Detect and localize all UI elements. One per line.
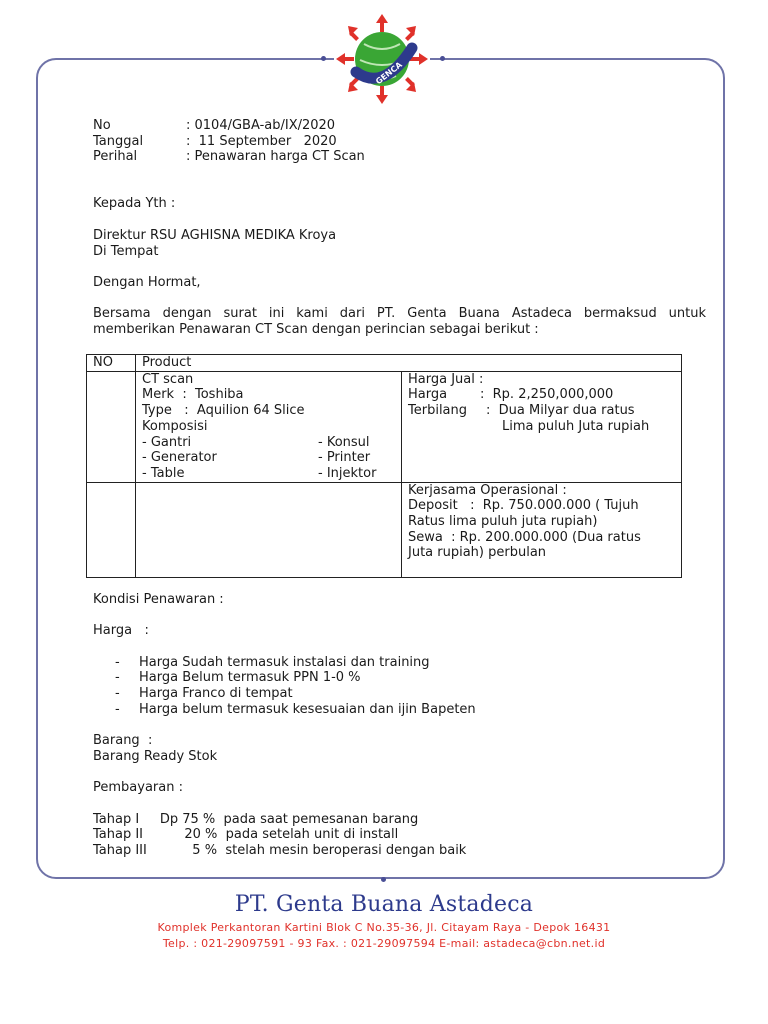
pembayaran-title: Pembayaran : xyxy=(93,780,183,796)
border-dot-left xyxy=(321,56,326,61)
harga-title: Harga : xyxy=(93,623,149,639)
product-type: Type : Aquilion 64 Slice xyxy=(142,403,305,419)
component-printer: - Printer xyxy=(318,450,371,466)
recipient-line-2: Di Tempat xyxy=(93,243,159,259)
component-row xyxy=(142,435,395,451)
tanggal-label: Tanggal xyxy=(93,133,144,149)
header-product: Product xyxy=(136,355,682,372)
tanggal-value: : 11 September 2020 xyxy=(186,133,337,149)
harga-jual-cell xyxy=(402,371,682,482)
footer-contact: Telp. : 021-29097591 - 93 Fax. : 021-29097594 E-mail: astadeca@cbn.net.id xyxy=(162,937,606,950)
table-row xyxy=(87,371,682,482)
offer-table xyxy=(86,354,682,578)
sewa-line-1: Sewa : Rp. 200.000.000 (Dua ratus xyxy=(408,529,641,545)
komposisi-label: Komposisi xyxy=(142,418,208,434)
terbilang-label: Terbilang xyxy=(408,403,468,419)
kso-cell xyxy=(402,482,682,577)
border-dot-right xyxy=(440,56,445,61)
list-item: - Harga Belum termasuk PPN 1-0 % xyxy=(93,670,706,686)
terbilang-value: : Dua Milyar dua ratus xyxy=(486,403,635,419)
letter-date-row xyxy=(93,134,706,150)
terbilang-row xyxy=(408,403,675,419)
sewa-line-2: Juta rupiah) perbulan xyxy=(408,545,547,561)
harga-jual-title: Harga Jual : xyxy=(408,371,484,387)
component-konsul: - Konsul xyxy=(318,434,370,450)
barang-title: Barang : xyxy=(93,733,153,749)
no-label: No xyxy=(93,118,111,133)
component-table: - Table xyxy=(142,465,185,481)
deposit-line-2: Ratus lima puluh juta rupiah) xyxy=(408,513,598,529)
list-item: - Harga Sudah termasuk instalasi dan training xyxy=(93,655,706,671)
harga-row xyxy=(408,387,675,403)
letter-number-row xyxy=(93,118,706,134)
table-row xyxy=(87,482,682,577)
kepada-line: Kepada Yth : xyxy=(93,196,176,212)
product-merk: Merk : Toshiba xyxy=(142,387,244,403)
company-logo xyxy=(334,14,430,104)
table-header-row xyxy=(87,355,682,372)
intro-line-1: Bersama dengan surat ini kami dari PT. Genta Buana Astadeca bermaksud untuk xyxy=(93,306,706,322)
salutation: Dengan Hormat, xyxy=(93,274,201,290)
list-item: - Harga Franco di tempat xyxy=(93,686,706,702)
intro-line-2: memberikan Penawaran CT Scan dengan perincian sebagai berikut : xyxy=(93,321,539,337)
payment-stage: Tahap II 20 % pada setelah unit di install xyxy=(93,827,399,843)
product-details xyxy=(136,371,402,482)
intro-paragraph xyxy=(93,306,706,337)
recipient-line-1: Direktur RSU AGHISNA MEDIKA Kroya xyxy=(93,227,337,243)
footer-address: Komplek Perkantoran Kartini Blok C No.35-36, Jl. Citayam Raya - Depok 16431 xyxy=(157,921,611,934)
terbilang-row-2 xyxy=(408,419,675,435)
perihal-label: Perihal xyxy=(93,149,138,165)
conditions-title: Kondisi Penawaran : xyxy=(93,592,224,607)
no-value: : 0104/GBA-ab/IX/2020 xyxy=(186,118,336,133)
conditions-section xyxy=(93,592,706,859)
footer-company-name: PT. Genta Buana Astadeca xyxy=(234,892,534,917)
component-gantri: - Gantri xyxy=(142,434,192,450)
component-row xyxy=(142,466,395,482)
payment-stage: Tahap I Dp 75 % pada saat pemesanan barang xyxy=(93,811,419,827)
letter-body xyxy=(93,118,706,338)
letter-subject-row xyxy=(93,149,706,165)
header-no: NO xyxy=(87,355,136,372)
component-row xyxy=(142,450,395,466)
list-item: - Harga belum termasuk kesesuaian dan ijin Bapeten xyxy=(93,702,706,718)
harga-value: : Rp. 2,250,000,000 xyxy=(480,387,614,403)
component-injektor: - Injektor xyxy=(318,465,377,481)
harga-label: Harga xyxy=(408,387,448,403)
terbilang-value-2: Lima puluh Juta rupiah xyxy=(502,418,650,434)
payment-stage: Tahap III 5 % stelah mesin beroperasi dengan baik xyxy=(93,843,467,858)
perihal-value: : Penawaran harga CT Scan xyxy=(186,149,365,165)
kso-title: Kerjasama Operasional : xyxy=(408,482,567,498)
component-generator: - Generator xyxy=(142,450,217,466)
logo-text: GENCA xyxy=(374,60,404,87)
barang-value: Barang Ready Stok xyxy=(93,748,218,764)
product-name: CT scan xyxy=(142,371,194,387)
border-dot-bottom xyxy=(381,877,386,882)
deposit-line-1: Deposit : Rp. 750.000.000 ( Tujuh xyxy=(408,498,639,514)
